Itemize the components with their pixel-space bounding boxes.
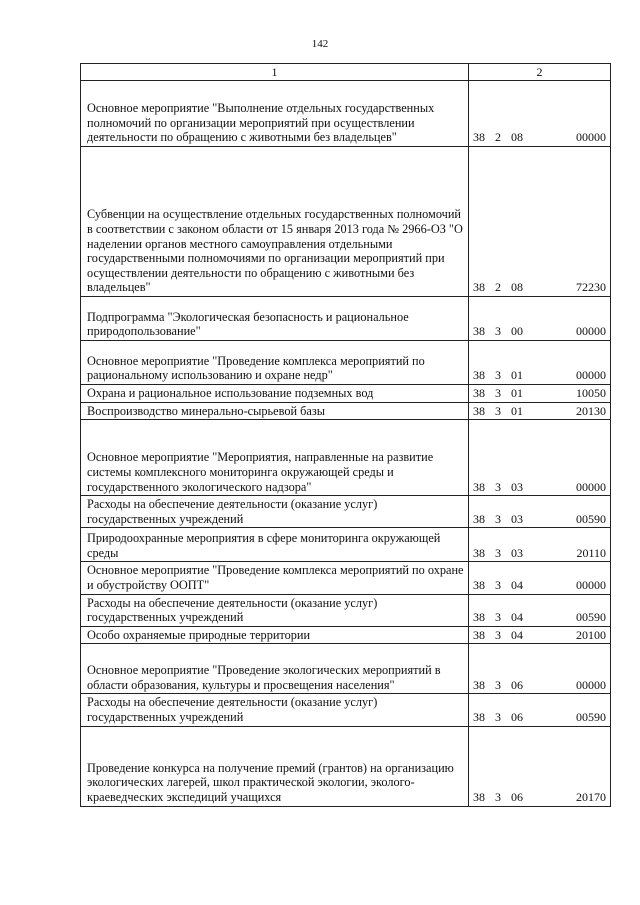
code-part-d: 00590: [576, 610, 606, 625]
row-description: Расходы на обеспечение деятельности (оказание услуг) государственных учреждений: [81, 694, 469, 726]
code-part-a: 38: [473, 130, 485, 145]
code-part-a: 38: [473, 386, 485, 400]
code-part-c: 03: [511, 479, 523, 494]
row-description: Подпрограмма "Экологическая безопасность и рациональное природопользование": [81, 297, 469, 341]
code-part-c: 01: [511, 386, 523, 400]
code-part-d: 20100: [576, 627, 606, 642]
table-row: [81, 594, 611, 626]
row-description: Основное мероприятие "Проведение экологических мероприятий в области образования, культуры и просвещения населения": [81, 644, 469, 694]
code-part-b: 3: [495, 403, 501, 418]
code-part-d: 20170: [576, 789, 606, 804]
table-row: [81, 694, 611, 726]
code-part-b: 3: [495, 577, 501, 592]
row-code: [469, 726, 611, 806]
row-description: Природоохранные мероприятия в сфере мониторинга окружающей среды: [81, 528, 469, 562]
code-part-c: 03: [511, 511, 523, 526]
code-part-c: 04: [511, 627, 523, 642]
code-part-d: 00590: [576, 511, 606, 526]
code-part-a: 38: [473, 479, 485, 494]
table-row: [81, 402, 611, 420]
row-description: Основное мероприятие "Мероприятия, направленные на развитие системы комплексного мониторинга окружающей среды и государственного экологического надзора": [81, 420, 469, 496]
code-part-c: 08: [511, 280, 523, 295]
row-code: [469, 528, 611, 562]
code-part-b: 2: [495, 130, 501, 145]
code-part-a: 38: [473, 577, 485, 592]
row-description: Основное мероприятие "Выполнение отдельных государственных полномочий по организации мероприятий при осуществлении деятельности по обращению с животными без владельцев": [81, 81, 469, 147]
code-part-a: 38: [473, 610, 485, 625]
code-part-d: 00000: [576, 577, 606, 592]
table-row: [81, 726, 611, 806]
row-description: Расходы на обеспечение деятельности (оказание услуг) государственных учреждений: [81, 594, 469, 626]
table-row: [81, 341, 611, 385]
table-row: [81, 496, 611, 528]
row-code: [469, 81, 611, 147]
row-code: [469, 594, 611, 626]
row-code: [469, 147, 611, 297]
table-row: [81, 420, 611, 496]
code-part-a: 38: [473, 368, 485, 383]
code-part-b: 2: [495, 280, 501, 295]
row-code: [469, 626, 611, 644]
code-part-c: 08: [511, 130, 523, 145]
row-description: Воспроизводство минерально-сырьевой базы: [81, 402, 469, 420]
code-part-d: 20110: [576, 545, 606, 560]
code-part-a: 38: [473, 627, 485, 642]
code-part-b: 3: [495, 545, 501, 560]
table-row: [81, 562, 611, 594]
code-part-c: 06: [511, 709, 523, 724]
code-part-b: 3: [495, 511, 501, 526]
code-part-c: 06: [511, 789, 523, 804]
table-row: [81, 385, 611, 403]
row-code: [469, 420, 611, 496]
code-part-d: 00590: [576, 709, 606, 724]
code-part-d: 00000: [576, 368, 606, 383]
code-part-a: 38: [473, 511, 485, 526]
row-code: [469, 297, 611, 341]
code-part-d: 00000: [576, 324, 606, 339]
code-part-a: 38: [473, 545, 485, 560]
code-part-d: 00000: [576, 479, 606, 494]
code-part-b: 3: [495, 324, 501, 339]
row-code: [469, 694, 611, 726]
page-number: 142: [311, 38, 329, 50]
code-part-b: 3: [495, 479, 501, 494]
table-header-row: [81, 64, 611, 81]
table-row: [81, 644, 611, 694]
row-code: [469, 644, 611, 694]
code-part-a: 38: [473, 403, 485, 418]
table-row: [81, 297, 611, 341]
code-part-a: 38: [473, 709, 485, 724]
row-code: [469, 562, 611, 594]
code-part-d: 00000: [576, 130, 606, 145]
row-description: Охрана и рациональное использование подземных вод: [81, 385, 469, 403]
row-code: [469, 341, 611, 385]
budget-table: [80, 63, 611, 807]
table-row: [81, 626, 611, 644]
row-description: Основное мероприятие "Проведение комплекса мероприятий по рациональному использованию и охране недр": [81, 341, 469, 385]
code-part-d: 10050: [576, 386, 606, 400]
row-description: Основное мероприятие "Проведение комплекса мероприятий по охране и обустройству ООПТ": [81, 562, 469, 594]
table-row: [81, 528, 611, 562]
row-description: Субвенции на осуществление отдельных государственных полномочий в соответствии с законом области от 15 января 2013 года № 2966-ОЗ "О наделении органов местного самоуправления отдельными государственными полномочиями по организации мероприятий при осуществлении деятельности по обращению с животными без владельцев": [81, 147, 469, 297]
row-description: Проведение конкурса на получение премий (грантов) на организацию экологических лагерей, школ практической экологии, эколого-краеведческих экспедиций учащихся: [81, 726, 469, 806]
code-part-d: 20130: [576, 403, 606, 418]
row-code: [469, 402, 611, 420]
code-part-b: 3: [495, 789, 501, 804]
code-part-c: 01: [511, 403, 523, 418]
table-row: [81, 81, 611, 147]
code-part-a: 38: [473, 789, 485, 804]
code-part-a: 38: [473, 677, 485, 692]
code-part-c: 01: [511, 368, 523, 383]
row-code: [469, 496, 611, 528]
code-part-b: 3: [495, 677, 501, 692]
row-description: Особо охраняемые природные территории: [81, 626, 469, 644]
code-part-b: 3: [495, 709, 501, 724]
code-part-c: 00: [511, 324, 523, 339]
code-part-c: 06: [511, 677, 523, 692]
code-part-c: 03: [511, 545, 523, 560]
code-part-b: 3: [495, 610, 501, 625]
code-part-c: 04: [511, 610, 523, 625]
header-col-1: 1: [81, 64, 469, 81]
table-row: [81, 147, 611, 297]
code-part-a: 38: [473, 324, 485, 339]
code-part-c: 04: [511, 577, 523, 592]
code-part-d: 72230: [576, 280, 606, 295]
code-part-a: 38: [473, 280, 485, 295]
code-part-d: 00000: [576, 677, 606, 692]
row-description: Расходы на обеспечение деятельности (оказание услуг) государственных учреждений: [81, 496, 469, 528]
code-part-b: 3: [495, 368, 501, 383]
code-part-b: 3: [495, 386, 501, 400]
header-col-2: 2: [469, 64, 611, 81]
row-code: [469, 385, 611, 403]
code-part-b: 3: [495, 627, 501, 642]
table-body: [81, 81, 611, 807]
